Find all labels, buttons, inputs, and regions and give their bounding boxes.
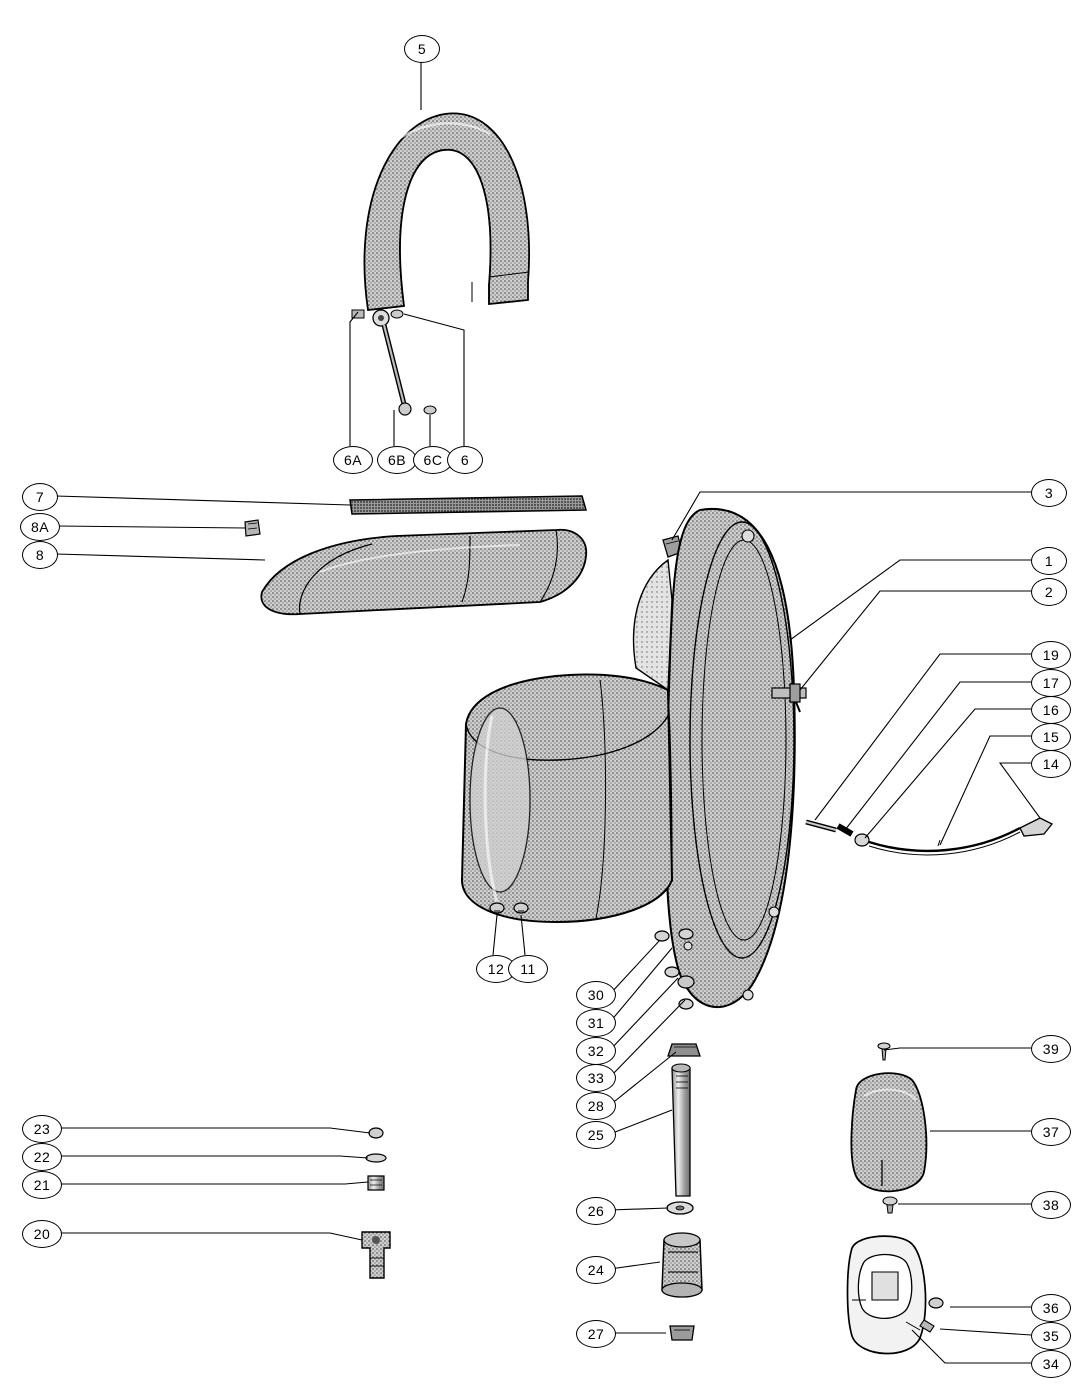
- leader-line-28: [610, 1052, 676, 1105]
- leader-line-8: [56, 554, 265, 560]
- callout-6C[interactable]: 6C: [413, 446, 453, 474]
- callout-11[interactable]: 11: [508, 955, 548, 983]
- leader-line-8A: [58, 526, 245, 528]
- callout-8[interactable]: 8: [22, 541, 58, 569]
- leader-line-6A: [350, 312, 358, 446]
- leader-line-3: [672, 492, 1031, 540]
- callout-28[interactable]: 28: [576, 1092, 616, 1120]
- callout-3[interactable]: 3: [1031, 479, 1067, 507]
- callout-20[interactable]: 20: [22, 1220, 62, 1248]
- callout-22[interactable]: 22: [22, 1143, 62, 1171]
- callout-37[interactable]: 37: [1031, 1118, 1071, 1146]
- callout-35[interactable]: 35: [1031, 1322, 1071, 1350]
- callout-33[interactable]: 33: [576, 1064, 616, 1092]
- leader-line-7: [56, 496, 350, 505]
- leader-line-2: [800, 591, 1031, 690]
- callout-31[interactable]: 31: [576, 1009, 616, 1037]
- callout-32[interactable]: 32: [576, 1037, 616, 1065]
- callout-19[interactable]: 19: [1031, 641, 1071, 669]
- callout-21[interactable]: 21: [22, 1171, 62, 1199]
- leader-line-15: [940, 736, 1031, 845]
- callout-7[interactable]: 7: [22, 483, 58, 511]
- callout-30[interactable]: 30: [576, 981, 616, 1009]
- callout-14[interactable]: 14: [1031, 750, 1071, 778]
- callout-34[interactable]: 34: [1031, 1350, 1071, 1378]
- callout-15[interactable]: 15: [1031, 723, 1071, 751]
- leader-line-31: [610, 948, 672, 1022]
- callout-36[interactable]: 36: [1031, 1294, 1071, 1322]
- leader-line-19: [815, 654, 1031, 820]
- leader-line-1: [790, 560, 1031, 640]
- callout-5[interactable]: 5: [404, 35, 440, 63]
- leader-line-24: [610, 1262, 660, 1269]
- leader-line-35: [940, 1329, 1031, 1335]
- callout-23[interactable]: 23: [22, 1115, 62, 1143]
- leader-line-17: [845, 682, 1031, 830]
- leader-line-23: [56, 1128, 370, 1133]
- callout-16[interactable]: 16: [1031, 696, 1071, 724]
- callout-6A[interactable]: 6A: [333, 446, 373, 474]
- callout-12[interactable]: 12: [476, 955, 516, 983]
- leader-line-6: [404, 314, 464, 446]
- leader-line-32: [610, 978, 678, 1050]
- callout-25[interactable]: 25: [576, 1121, 616, 1149]
- leader-line-16: [865, 709, 1031, 838]
- leader-line-21: [56, 1182, 368, 1184]
- callout-6[interactable]: 6: [447, 446, 483, 474]
- leader-line-30: [610, 940, 660, 994]
- callout-2[interactable]: 2: [1031, 578, 1067, 606]
- leader-line-22: [56, 1156, 368, 1158]
- callout-38[interactable]: 38: [1031, 1191, 1071, 1219]
- callout-39[interactable]: 39: [1031, 1035, 1071, 1063]
- leader-line-39: [884, 1048, 1031, 1050]
- callout-17[interactable]: 17: [1031, 669, 1071, 697]
- leader-line-34: [912, 1330, 1031, 1363]
- callout-27[interactable]: 27: [576, 1320, 616, 1348]
- callout-8A[interactable]: 8A: [20, 513, 60, 541]
- callout-26[interactable]: 26: [576, 1197, 616, 1225]
- leader-line-20: [56, 1233, 362, 1240]
- callout-1[interactable]: 1: [1031, 547, 1067, 575]
- leader-line-11: [521, 915, 525, 955]
- leader-line-25: [610, 1110, 672, 1134]
- leader-line-26: [610, 1208, 668, 1210]
- callout-6B[interactable]: 6B: [377, 446, 417, 474]
- leader-line-12: [493, 915, 497, 955]
- callout-24[interactable]: 24: [576, 1256, 616, 1284]
